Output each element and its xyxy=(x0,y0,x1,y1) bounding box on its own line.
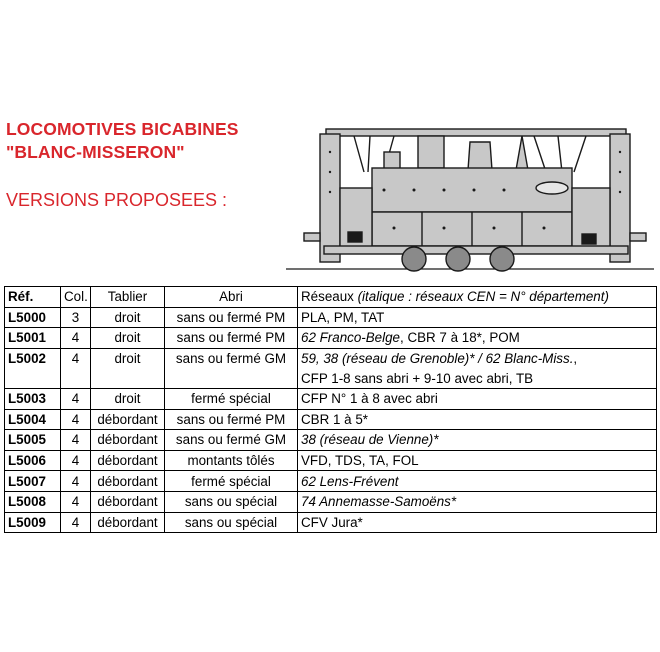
table-header-row xyxy=(5,287,657,308)
reseaux-segment: 38 (réseau de Vienne)* xyxy=(301,432,439,448)
cell-abri: sans ou fermé PM xyxy=(165,307,298,328)
cell-tablier: droit xyxy=(91,388,165,409)
locomotive-illustration xyxy=(284,112,656,274)
cell-tablier: droit xyxy=(91,348,165,368)
cell-tablier: débordant xyxy=(91,409,165,430)
table-body xyxy=(5,307,657,533)
cell-ref: L5001 xyxy=(5,328,61,349)
cell-col: 4 xyxy=(61,328,91,349)
cell-reseaux xyxy=(298,368,657,388)
cell-abri: sans ou spécial xyxy=(165,491,298,512)
reseaux-segment: CFP N° 1 à 8 avec abri xyxy=(301,391,438,407)
cell-tablier: droit xyxy=(91,328,165,349)
cell-tablier: débordant xyxy=(91,450,165,471)
reseaux-segment: 62 Franco-Belge xyxy=(301,330,400,346)
cell-col: 4 xyxy=(61,512,91,533)
cell-col: 4 xyxy=(61,471,91,492)
cell-tablier: débordant xyxy=(91,471,165,492)
cell-col: 3 xyxy=(61,307,91,328)
cell-ref: L5009 xyxy=(5,512,61,533)
reseaux-segment: CFV Jura* xyxy=(301,514,363,530)
cell-reseaux xyxy=(298,348,657,368)
cell-reseaux xyxy=(298,430,657,451)
header-reseaux-note: (italique : réseaux CEN = N° département) xyxy=(357,289,609,305)
cell-col: 4 xyxy=(61,450,91,471)
cell-col: 4 xyxy=(61,348,91,368)
cell-abri: montants tôlés xyxy=(165,450,298,471)
table-row xyxy=(5,409,657,430)
cell-ref: L5002 xyxy=(5,348,61,368)
cell-tablier xyxy=(91,368,165,388)
cell-reseaux xyxy=(298,512,657,533)
cell-abri: fermé spécial xyxy=(165,471,298,492)
cell-ref: L5007 xyxy=(5,471,61,492)
cell-abri: sans ou spécial xyxy=(165,512,298,533)
cell-abri: sans ou fermé GM xyxy=(165,348,298,368)
header-col: Col. xyxy=(61,287,91,308)
cell-col xyxy=(61,368,91,388)
table-row xyxy=(5,450,657,471)
table-row xyxy=(5,368,657,388)
title-line-2: "BLANC-MISSERON" xyxy=(6,142,185,162)
reseaux-segment: , xyxy=(573,351,578,367)
header-reseaux-label: Réseaux xyxy=(301,289,354,305)
table-row xyxy=(5,430,657,451)
cell-tablier: débordant xyxy=(91,491,165,512)
cell-ref xyxy=(5,368,61,388)
cell-tablier: droit xyxy=(91,307,165,328)
reseaux-segment: 62 Lens-Frévent xyxy=(301,473,399,489)
cell-reseaux xyxy=(298,450,657,471)
cell-abri: fermé spécial xyxy=(165,388,298,409)
cell-abri: sans ou fermé PM xyxy=(165,409,298,430)
cell-abri xyxy=(165,368,298,388)
cell-ref: L5003 xyxy=(5,388,61,409)
cell-ref: L5006 xyxy=(5,450,61,471)
cell-ref: L5000 xyxy=(5,307,61,328)
reseaux-segment: 59, 38 (réseau de Grenoble)* / 62 Blanc-Miss. xyxy=(301,351,574,367)
header-reseaux xyxy=(298,287,657,308)
cell-col: 4 xyxy=(61,388,91,409)
table-row xyxy=(5,491,657,512)
cell-col: 4 xyxy=(61,430,91,451)
cell-reseaux xyxy=(298,409,657,430)
cell-tablier: débordant xyxy=(91,430,165,451)
chimney xyxy=(418,136,444,168)
reseaux-segment: VFD, TDS, TA, FOL xyxy=(301,453,419,469)
cell-abri: sans ou fermé PM xyxy=(165,328,298,349)
reseaux-segment: CFP 1-8 sans abri + 9-10 avec abri, TB xyxy=(301,370,534,386)
cell-col: 4 xyxy=(61,491,91,512)
cell-reseaux xyxy=(298,471,657,492)
cell-reseaux xyxy=(298,491,657,512)
roof xyxy=(326,129,626,136)
cell-abri: sans ou fermé GM xyxy=(165,430,298,451)
reseaux-segment: CBR 1 à 5* xyxy=(301,411,368,427)
reseaux-segment: , CBR 7 à 18*, POM xyxy=(400,330,520,346)
reseaux-segment: PLA, PM, TAT xyxy=(301,309,385,325)
subtitle: VERSIONS PROPOSEES : xyxy=(6,190,228,210)
header-ref: Réf. xyxy=(5,287,61,308)
cell-reseaux xyxy=(298,307,657,328)
table-row xyxy=(5,471,657,492)
table-row xyxy=(5,388,657,409)
header-tablier: Tablier xyxy=(91,287,165,308)
cell-ref: L5005 xyxy=(5,430,61,451)
table-row xyxy=(5,512,657,533)
dome xyxy=(468,142,492,170)
cell-col: 4 xyxy=(61,409,91,430)
table-row xyxy=(5,348,657,368)
cell-tablier: débordant xyxy=(91,512,165,533)
table-row xyxy=(5,307,657,328)
header-abri: Abri xyxy=(165,287,298,308)
reseaux-segment: 74 Annemasse-Samoëns* xyxy=(301,494,457,510)
cell-reseaux xyxy=(298,388,657,409)
title-line-1: LOCOMOTIVES BICABINES xyxy=(6,119,239,139)
cell-ref: L5008 xyxy=(5,491,61,512)
table-row xyxy=(5,328,657,349)
cell-ref: L5004 xyxy=(5,409,61,430)
cell-reseaux xyxy=(298,328,657,349)
versions-table xyxy=(4,286,657,533)
